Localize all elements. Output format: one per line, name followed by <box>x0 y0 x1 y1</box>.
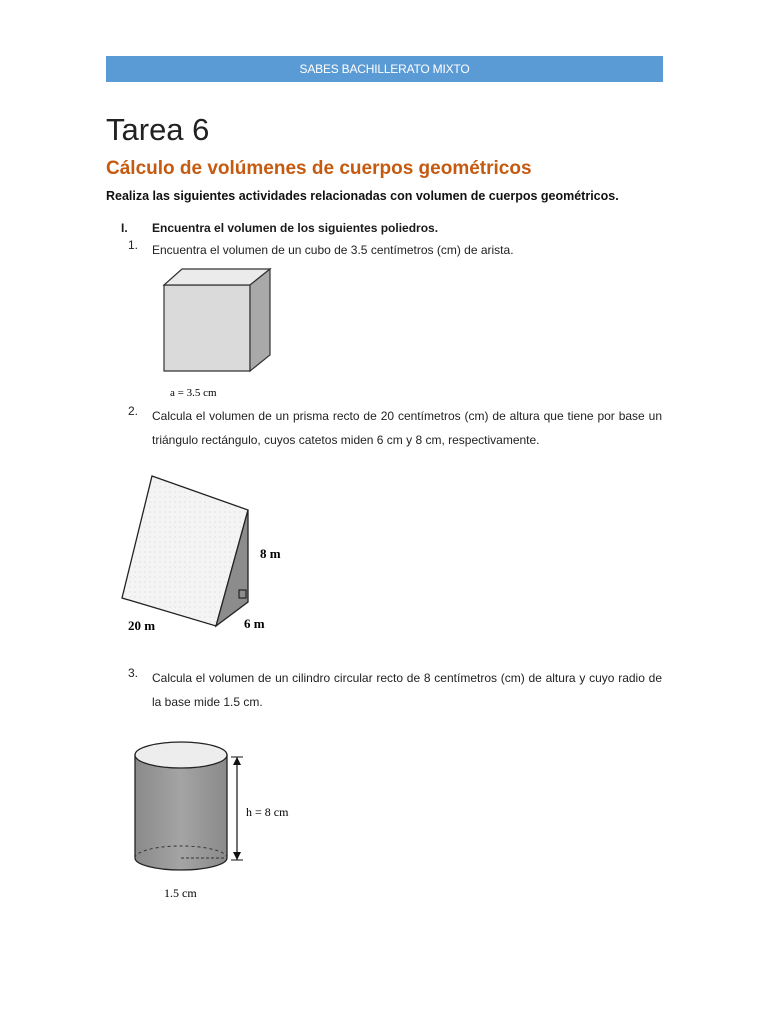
cube-edge-label: a = 3.5 cm <box>170 387 217 399</box>
instructions: Realiza las siguientes actividades relacionadas con volumen de cuerpos geométricos. <box>106 189 619 203</box>
section-number: I. <box>121 221 128 235</box>
cube-side-face <box>250 269 270 371</box>
cube-front-face <box>164 285 250 371</box>
prism-base-label: 6 m <box>244 616 265 631</box>
page-subtitle: Cálculo de volúmenes de cuerpos geométricos <box>106 158 532 179</box>
question-number: 3. <box>128 666 139 680</box>
prism-length-label: 20 m <box>128 618 156 633</box>
page-title: Tarea 6 <box>106 112 210 147</box>
cylinder-radius-label: 1.5 cm <box>164 886 197 900</box>
height-arrow-top <box>233 757 241 765</box>
question-text: Calcula el volumen de un prisma recto de 20 centímetros (cm) de altura que tiene por base un triángulo rectángulo, cuyos catetos miden 6 cm y 8 cm, respectivamente. <box>152 409 662 447</box>
cylinder-figure <box>128 735 308 905</box>
question-number: 1. <box>128 238 139 252</box>
prism-figure <box>118 470 298 640</box>
prism-height-label: 8 m <box>260 546 281 561</box>
document-header-bar <box>106 56 663 82</box>
height-arrow-bottom <box>233 852 241 860</box>
cylinder-top <box>135 742 227 768</box>
header-label: SABES BACHILLERATO MIXTO <box>299 62 470 76</box>
question-number: 2. <box>128 404 139 418</box>
question-text: Encuentra el volumen de un cubo de 3.5 centímetros (cm) de arista. <box>152 243 514 257</box>
section-label: Encuentra el volumen de los siguientes poliedros. <box>152 221 439 235</box>
question-text: Calcula el volumen de un cilindro circular recto de 8 centímetros (cm) de altura y cuyo radio de la base mide 1.5 cm. <box>152 671 662 709</box>
cube-figure <box>158 265 288 405</box>
cylinder-height-label: h = 8 cm <box>246 805 289 819</box>
cylinder-body <box>135 755 227 870</box>
